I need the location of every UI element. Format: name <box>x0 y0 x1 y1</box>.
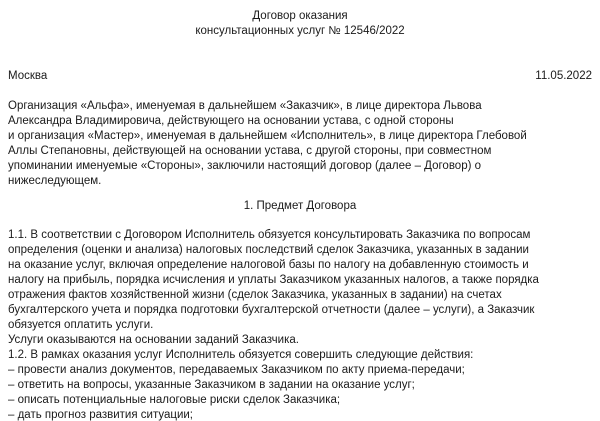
action-list-item: – провести анализ документов, передаваемых Заказчиком по акту приема-передачи; <box>8 364 465 376</box>
title-line-1: Договор оказания <box>252 10 348 22</box>
clause-line: бухгалтерского учета и порядка подготовки бухгалтерской отчетности (далее – услуги), а Заказчик <box>8 304 535 316</box>
preamble-line: Александра Владимировича, действующего на основании устава, с одной стороны <box>8 115 454 127</box>
preamble-line: Аллы Степановны, действующей на основании устава, с другой стороны, при совместном <box>8 145 492 157</box>
section-1-body <box>8 228 592 421</box>
clause-line: налогу на прибыль, порядка исчисления и уплаты Заказчиком указанных налогов, а также порядка <box>8 274 539 286</box>
preamble-line: Организация «Альфа», именуемая в дальнейшем «Заказчик», в лице директора Львова <box>8 100 482 112</box>
clause-line: 1.2. В рамках оказания услуг Исполнитель обязуется совершить следующие действия: <box>8 349 474 361</box>
preamble-line: нижеследующем. <box>8 175 102 187</box>
action-list-item: – описать потенциальные налоговые риски сделок Заказчика; <box>8 394 341 406</box>
action-list-item: – дать прогноз развития ситуации; <box>8 409 193 421</box>
action-list-item: – ответить на вопросы, указанные Заказчиком в задании на оказание услуг; <box>8 379 415 391</box>
place-and-date <box>8 69 592 84</box>
document-title <box>0 9 600 39</box>
contract-city: Москва <box>8 70 48 82</box>
title-line-2: консультационных услуг № 12546/2022 <box>195 25 405 37</box>
preamble-line: упоминании именуемые «Стороны», заключили настоящий договор (далее – Договор) о <box>8 160 482 172</box>
preamble-paragraph <box>8 99 592 189</box>
clause-line: определения (оценки и анализа) налоговых последствий сделок Заказчика, указанных в задании <box>8 244 529 256</box>
preamble-line: и организация «Мастер», именуемая в дальнейшем «Исполнитель», в лице директора Глебовой <box>8 130 527 142</box>
clause-line: отражения фактов хозяйственной жизни (сделок Заказчика, указанных в задании) на счетах <box>8 289 502 301</box>
clause-line: 1.1. В соответствии с Договором Исполнитель обязуется консультировать Заказчика по вопросам <box>8 229 531 241</box>
clause-line: Услуги оказываются на основании заданий Заказчика. <box>8 334 299 346</box>
clause-line: обязуется оплатить услуги. <box>8 319 154 331</box>
clause-line: на оказание услуг, включая определение налоговой базы по налогу на добавленную стоимость и <box>8 259 529 271</box>
contract-date: 11.05.2022 <box>535 70 592 82</box>
section-1-heading: 1. Предмет Договора <box>243 200 357 212</box>
